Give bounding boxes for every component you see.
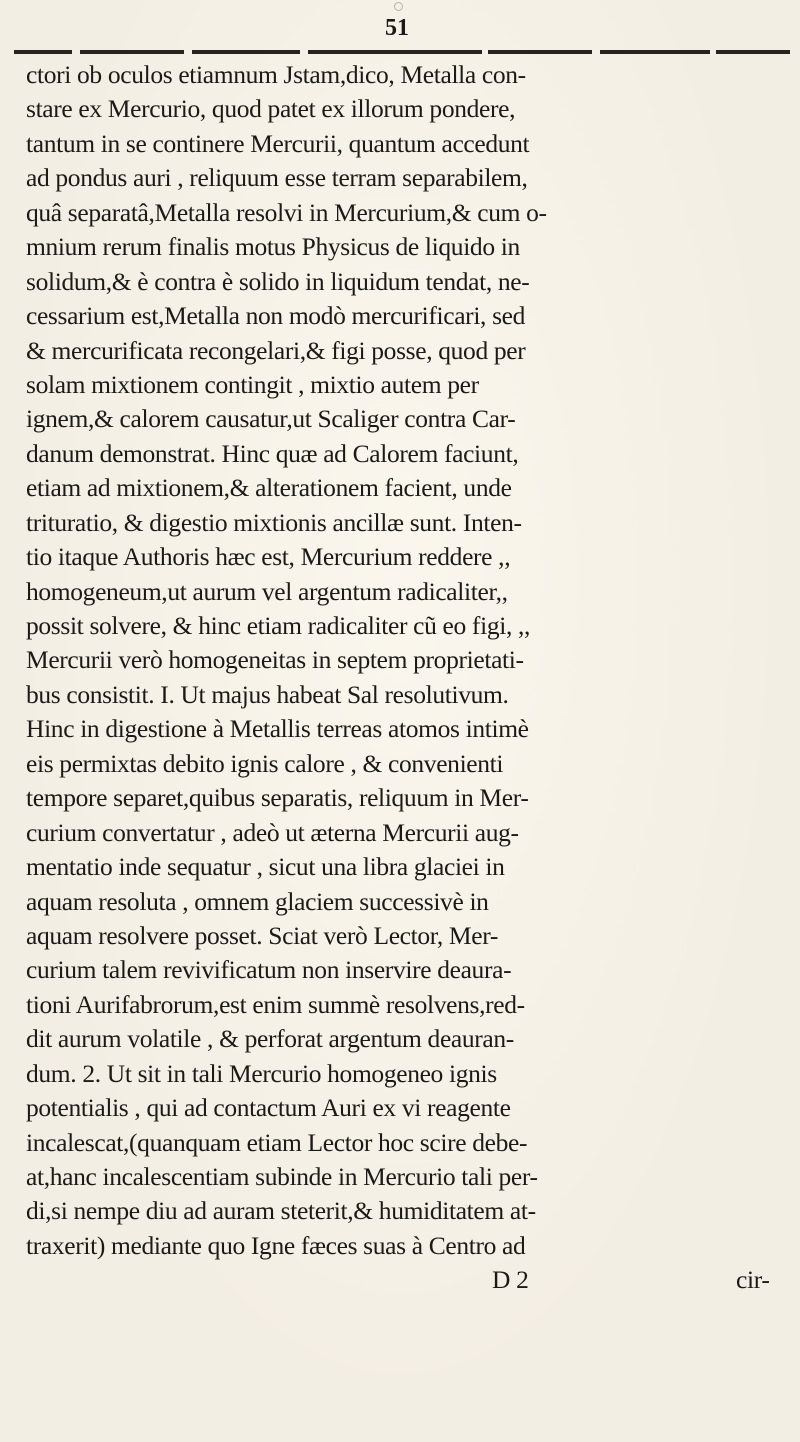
header-rule: [14, 50, 790, 54]
page-mark: [394, 2, 403, 11]
text-line: aquam resoluta , omnem glaciem successivè in: [26, 886, 489, 916]
text-line: ctori ob oculos etiamnum Jstam,dico, Metalla con-: [26, 60, 526, 89]
text-line: trituratio, & digestio mixtionis ancillæ sunt. Inten-: [26, 507, 522, 537]
footer-line: [26, 1263, 796, 1297]
signature-mark: D 2: [492, 1265, 529, 1295]
text-line: dit aurum volatile , & perforat argentum deauran-: [26, 1024, 514, 1054]
text-line: potentialis , qui ad contactum Auri ex vi reagente: [26, 1093, 511, 1123]
text-line: cessarium est,Metalla non modò mercurificari, sed: [26, 301, 526, 331]
text-line: curium talem revivificatum non inservire deaura-: [26, 955, 512, 985]
text-line: bus consistit. I. Ut majus habeat Sal resolutivum.: [26, 679, 509, 709]
text-line: Mercurii verò homogeneitas in septem proprietati-: [26, 645, 524, 675]
text-line: incalescat,(quanquam etiam Lector hoc scire debe-: [26, 1127, 528, 1157]
text-line: stare ex Mercurio, quod patet ex illorum pondere,: [26, 94, 516, 124]
page-number: 51: [385, 15, 409, 41]
text-line: tempore separet,quibus separatis, reliquum in Mer-: [26, 783, 529, 813]
text-line: solidum,& è contra è solido in liquidum tendat, ne-: [26, 266, 530, 296]
text-line: ad pondus auri , reliquum esse terram separabilem,: [26, 163, 528, 193]
catchword: cir-: [736, 1265, 770, 1295]
text-line: at,hanc incalescentiam subinde in Mercurio tali per-: [26, 1162, 538, 1191]
text-line: mentatio inde sequatur , sicut una libra glaciei in: [26, 852, 505, 882]
text-line: & mercurificata recongelari,& figi posse, quod per: [26, 335, 526, 365]
text-line: possit solvere, & hinc etiam radicaliter cũ eo figi, ,,: [26, 611, 531, 640]
body-text: [26, 58, 796, 1298]
text-line: etiam ad mixtionem,& alterationem facient, unde: [26, 473, 512, 503]
text-line: di,si nempe diu ad auram steterit,& humiditatem at-: [26, 1196, 536, 1226]
text-line: aquam resolvere posset. Sciat verò Lector, Mer-: [26, 920, 498, 950]
text-line: mnium rerum finalis motus Physicus de liquido in: [26, 232, 520, 262]
text-line: eis permixtas debito ignis calore , & convenienti: [26, 748, 504, 778]
text-line: tioni Aurifabrorum,est enim summè resolvens,red-: [26, 989, 525, 1019]
text-line: homogeneum,ut aurum vel argentum radicaliter,,: [26, 576, 508, 606]
text-line: dum. 2. Ut sit in tali Mercurio homogeneo ignis: [26, 1058, 497, 1088]
text-line: solam mixtionem contingit , mixtio autem per: [26, 369, 479, 399]
text-line: curium convertatur , adeò ut æterna Mercurii aug-: [26, 817, 519, 847]
text-line: tantum in se continere Mercurii, quantum accedunt: [26, 128, 530, 158]
text-line: traxerit) mediante quo Igne fæces suas à Centro ad: [26, 1230, 526, 1260]
text-line: danum demonstrat. Hinc quæ ad Calorem faciunt,: [26, 438, 519, 468]
text-line: ignem,& calorem causatur,ut Scaliger contra Car-: [26, 404, 516, 434]
text-line: tio itaque Authoris hæc est, Mercurium reddere ,,: [26, 542, 511, 572]
text-line: Hinc in digestione à Metallis terreas atomos intimè: [26, 714, 529, 744]
text-line: quâ separatâ,Metalla resolvi in Mercurium,& cum o-: [26, 197, 547, 227]
